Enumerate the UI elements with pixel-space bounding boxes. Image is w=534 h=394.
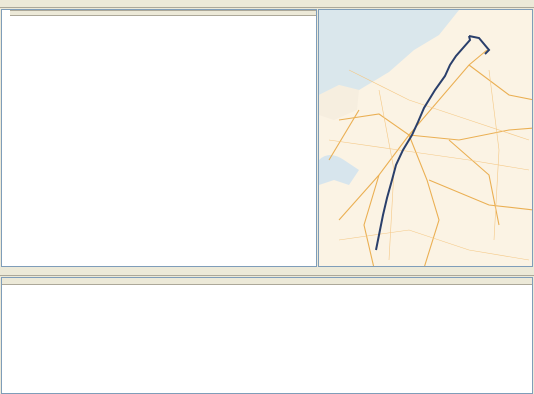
bottom-tab-bar [0, 268, 534, 276]
orders-grid-header [2, 278, 532, 285]
orders-grid[interactable] [1, 277, 533, 394]
tour-tree-panel[interactable] [1, 9, 317, 267]
route-map[interactable] [318, 9, 533, 267]
top-tab-bar [0, 0, 534, 8]
stop-table-header [10, 10, 316, 16]
map-canvas[interactable] [319, 10, 533, 267]
